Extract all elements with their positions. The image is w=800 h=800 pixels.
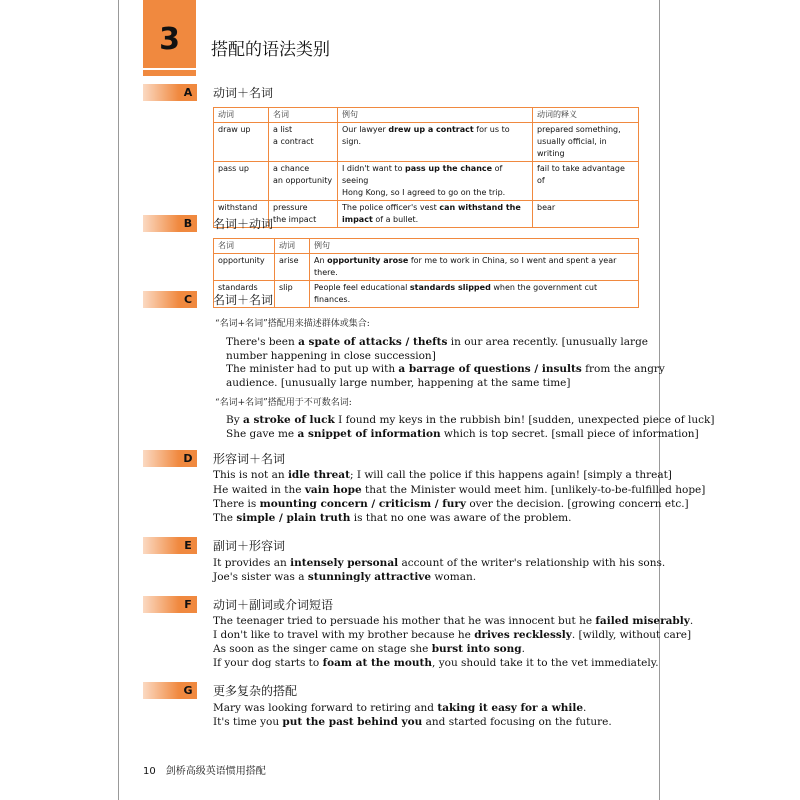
table-cell: The police officer's vest can withstand the impact of a bullet. [338,201,533,228]
example-line: Joe's sister was a stunningly attractive woman. [213,571,477,583]
table-cell: Our lawyer drew up a contract for us to sign. [338,123,533,162]
table-cell: prepared something, usually official, in writing [533,123,639,162]
unit-number-box [143,0,196,68]
example-line: The minister had to put up with a barrage of questions / insults from the angry [226,363,665,375]
section-c-title: 名词＋名词 [213,293,274,307]
example-line: audience. [unusually large number, happening at the same time] [226,377,571,389]
table-cell: standards [214,281,275,308]
section-e-bar [143,537,197,554]
section-f-title: 动词＋副词或介词短语 [213,598,334,612]
table-cell: a chance an opportunity [269,162,338,201]
table-cell: withstand [214,201,269,228]
table-row [214,123,639,162]
section-a-letter: A [183,86,193,99]
example-line: The teenager tried to persuade his mother that he was innocent but he failed miserably. [213,615,694,627]
example-line: He waited in the vain hope that the Minister would meet him. [unlikely-to-be-fulfilled hope] [213,484,706,496]
section-e-title: 副词＋形容词 [213,539,286,553]
example-line: Mary was looking forward to retiring and taking it easy for a while. [213,702,587,714]
section-d-letter: D [183,452,193,465]
table-cell: fail to take advantage of [533,162,639,201]
table-row [214,201,639,228]
section-f-letter: F [184,598,192,611]
example-line: I don't like to travel with my brother because he drives recklessly. [wildly, without care] [213,629,692,641]
table-header-row [214,108,639,123]
table-header: 动词的释义 [533,108,639,123]
example-line: There is mounting concern / criticism / fury over the decision. [growing concern etc.] [213,498,689,510]
table-row [214,281,639,308]
table-header: 例句 [338,108,533,123]
section-e-letter: E [184,539,192,552]
page-number: 10 [143,766,156,777]
example-line: It's time you put the past behind you and started focusing on the future. [213,716,612,728]
page-footer [143,762,266,777]
section-b-title: 名词＋动词 [213,217,274,231]
table-cell: An opportunity arose for me to work in China, so I went and spent a year there. [310,254,639,281]
example-line: number happening in close succession] [226,350,436,362]
unit-title: 搭配的语法类别 [211,40,330,60]
table-cell: People feel educational standards slipped when the government cut finances. [310,281,639,308]
example-line: It provides an intensely personal account of the writer's relationship with his sons. [213,557,666,569]
section-d-bar [143,450,197,467]
example-line: There's been a spate of attacks / thefts in our area recently. [unusually large [226,336,648,348]
table-row [214,254,639,281]
section-a-bar [143,84,197,101]
section-f-bar [143,596,197,613]
table-cell: opportunity [214,254,275,281]
book-title: 剑桥高级英语惯用搭配 [165,766,266,777]
example-line: As soon as the singer came on stage she burst into song. [213,643,525,655]
section-g-bar [143,682,197,699]
example-line: This is not an idle threat; I will call the police if this happens again! [simply a threat] [213,469,672,481]
table-header: 名词 [269,108,338,123]
section-c-note-2: “名词+名词”搭配用于不可数名词: [215,398,352,408]
table-cell: bear [533,201,639,228]
noun-verb-table [213,238,639,308]
section-d-title: 形容词＋名词 [213,452,286,466]
table-row [214,162,639,201]
section-b-bar [143,215,197,232]
table-cell: draw up [214,123,269,162]
section-b-letter: B [183,217,193,230]
table-cell: pass up [214,162,269,201]
section-a-title: 动词＋名词 [213,86,274,100]
table-cell: arise [275,254,310,281]
example-line: She gave me a snippet of information which is top secret. [small piece of information] [226,428,699,440]
table-cell: pressure the impact [269,201,338,228]
section-g-title: 更多复杂的搭配 [213,684,298,698]
table-header: 动词 [275,239,310,254]
example-line: The simple / plain truth is that no one was aware of the problem. [213,512,572,524]
table-header: 名词 [214,239,275,254]
example-line: By a stroke of luck I found my keys in the rubbish bin! [sudden, unexpected piece of luck] [226,414,715,426]
section-g-letter: G [183,684,193,697]
example-line: If your dog starts to foam at the mouth, you should take it to the vet immediately. [213,657,659,669]
table-header-row [214,239,639,254]
table-cell: slip [275,281,310,308]
section-c-note-1: “名词+名词”搭配用来描述群体或集合: [215,319,370,329]
unit-number: 3 [159,22,180,57]
table-header: 动词 [214,108,269,123]
unit-strip [143,70,196,76]
section-c-bar [143,291,197,308]
table-cell: a list a contract [269,123,338,162]
verb-noun-table [213,107,639,228]
table-cell: I didn't want to pass up the chance of seeing Hong Kong, so I agreed to go on the trip. [338,162,533,201]
table-header: 例句 [310,239,639,254]
section-c-letter: C [183,293,193,306]
